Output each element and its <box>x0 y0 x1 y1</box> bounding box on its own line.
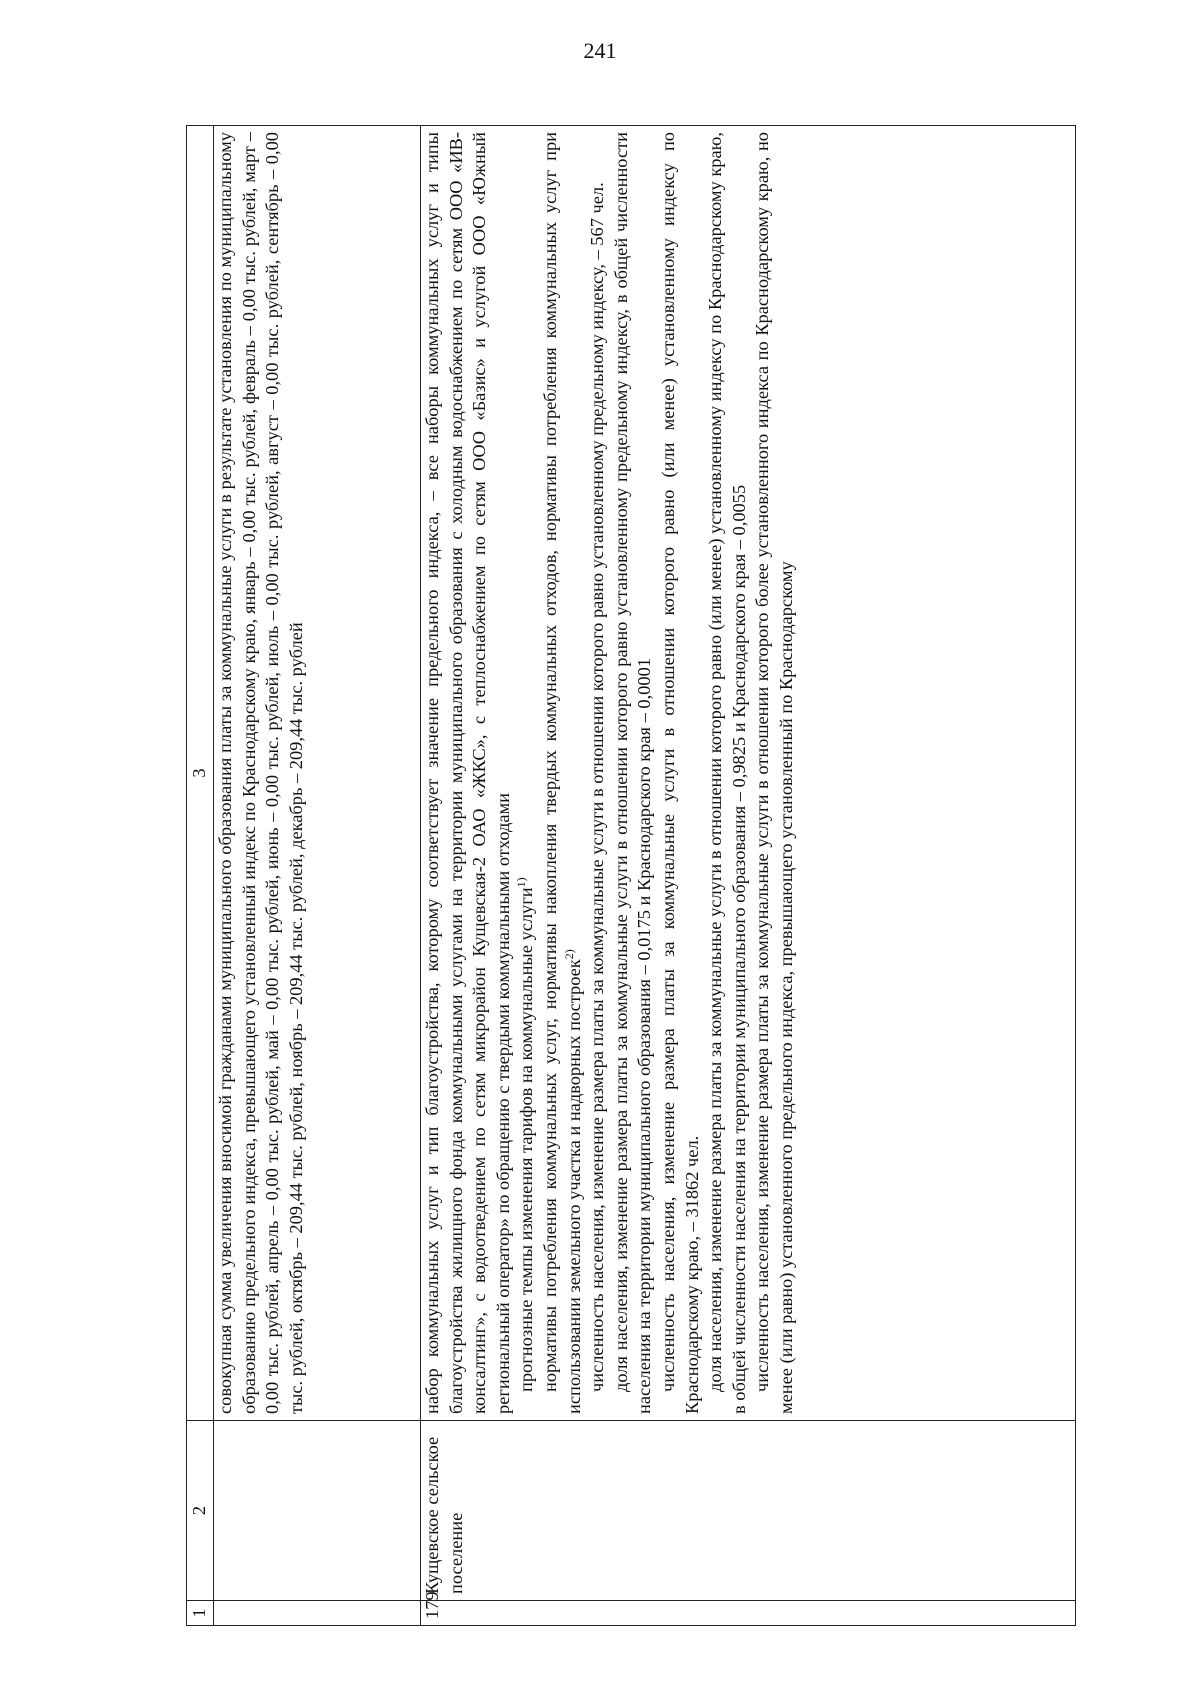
indicator-paragraph: доля населения, изменение размера платы за коммунальные услуги в отношении которого равно (или менее) установленному индексу по Краснодарскому краю, в общей численности населения на территории муниципального образования – 0,9825 и Краснодарского края – 0,0055 <box>705 132 749 1414</box>
indicator-paragraph: численность населения, изменение размера платы за коммунальные услуги в отношении которого равно установленному предельному индексу, – 567 чел. <box>587 182 608 1392</box>
footnote-marker: 2) <box>561 949 576 960</box>
paragraph-text: прогнозные темпы изменения тарифов на коммунальные услуги <box>516 887 537 1392</box>
indicator-text-cell <box>421 126 1076 1421</box>
header-cell-3: 3 <box>187 126 214 1421</box>
municipality-name <box>214 1421 421 1601</box>
indicator-paragraph: численность населения, изменение размера платы за коммунальные услуги в отношении которого равно (или менее) установленному индексу по Краснодарскому краю, – 31862 чел. <box>657 132 702 1414</box>
indicator-paragraph: набор коммунальных услуг и тип благоустройства, которому соответствует значение предельного индекса, – все наборы коммунальных услуг и типы благоустройства жилищного фонда коммунальными услугами на территории муниципального образования с холодным водоснабжением по сетям ООО «ИВ-консалтинг», с водоотведением по сетям микрорайон Кущевская-2 ОАО «ЖКС», с теплоснабжением по сетям ООО «Базис» и услугой ООО «Южный региональный оператор» по обращению с твердыми коммунальными отходами <box>422 132 513 1414</box>
indicator-paragraph: совокупная сумма увеличения вносимой гражданами муниципального образования платы за коммунальные услуги в результате установления по муниципальному образованию предельного индекса, превышающего установленный индекс по Краснодарскому краю, январь – 0,00 тыс. рублей, февраль – 0,00 тыс. рублей, март – 0,00 тыс. рублей, апрель – 0,00 тыс. рублей, май – 0,00 тыс. рублей, июнь – 0,00 тыс. рублей, июль – 0,00 тыс. рублей, август – 0,00 тыс. рублей, сентябрь – 0,00 тыс. рублей, октябрь – 209,44 тыс. рублей, ноябрь – 209,44 тыс. рублей, декабрь – 209,44 тыс. рублей <box>215 132 306 1414</box>
page-number: 241 <box>583 38 617 63</box>
footnote-marker: 1) <box>514 877 529 888</box>
indicator-paragraph <box>539 132 586 1414</box>
header-cell-1: 1 <box>187 1601 214 1626</box>
document-table <box>186 125 1076 1626</box>
row-number: 179 <box>421 1601 1076 1626</box>
indicator-paragraph: численность населения, изменение размера платы за коммунальные услуги в отношении которого более установленного индекса по Краснодарскому краю, но менее (или равно) установленного предельного индекса, превышающего установленный по Краснодарскому <box>752 132 796 1414</box>
table-row <box>214 126 421 1626</box>
indicator-paragraph: доля населения, изменение размера платы за коммунальные услуги в отношении которого равно установленному предельному индексу, в общей численности населения на территории муниципального образования – 0,0175 и Краснодарского края – 0,0001 <box>610 132 655 1414</box>
indicator-text-cell <box>214 126 421 1421</box>
table-row <box>421 126 1076 1626</box>
indicator-paragraph <box>515 132 539 1414</box>
header-cell-2: 2 <box>187 1421 214 1601</box>
municipality-name: Кущевское сельское поселение <box>421 1421 1076 1601</box>
document-table-container <box>186 126 1076 1626</box>
row-number <box>214 1601 421 1626</box>
header-row <box>187 126 214 1626</box>
paragraph-text: нормативы потребления коммунальных услуг, нормативы накопления твердых коммунальных отходов, нормативы потребления коммунальных услуг при использовании земельного участка и надворных построек <box>539 132 584 1414</box>
